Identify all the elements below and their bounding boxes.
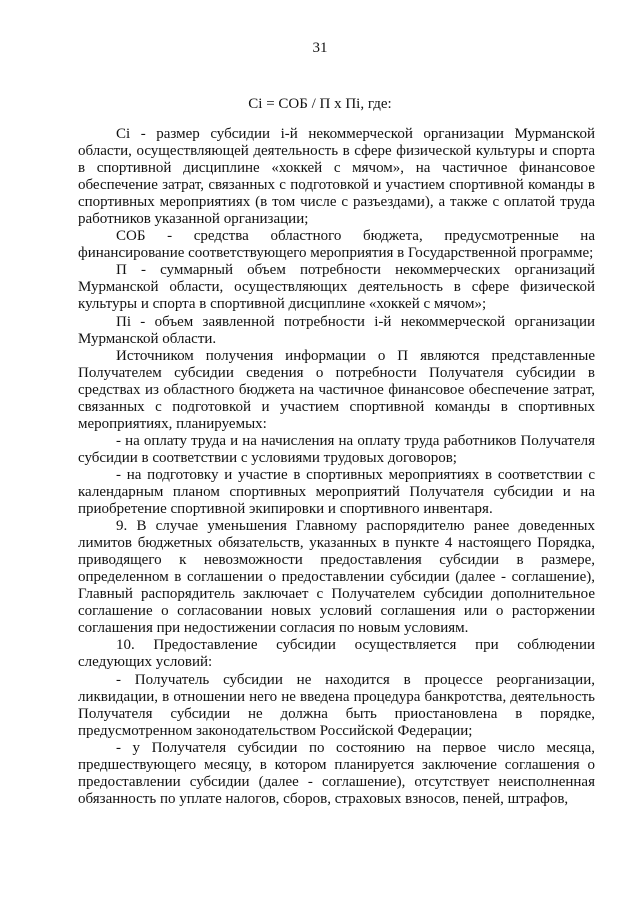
paragraph-clause-9: 9. В случае уменьшения Главному распорядителю ранее доведенных лимитов бюджетных обязательств, указанных в пункте 4 настоящего Порядка, приводящего к невозможности предоставления субсидии в размере, определенном в соглашении о предоставлении субсидии (далее - соглашение), Главный распорядитель заключает с Получателем субсидии дополнительное соглашение о согласовании новых условий соглашения или о расторжении соглашения при недостижении согласия по новым условиям. (78, 518, 595, 637)
list-item-no-reorganization: - Получатель субсидии не находится в процессе реорганизации, ликвидации, в отношении него не введена процедура банкротства, деятельность Получателя субсидии не должна быть приостановлена в порядке, предусмотренном законодательством Российской Федерации; (78, 671, 595, 739)
document-body (78, 126, 595, 808)
page-number: 31 (312, 40, 328, 56)
list-item-labor-costs: - на оплату труда и на начисления на оплату труда работников Получателя субсидии в соответствии с условиями трудовых договоров; (78, 432, 595, 466)
paragraph-pi-definition: Пi - объем заявленной потребности i-й некоммерческой организации Мурманской области. (78, 313, 595, 347)
paragraph-sob-definition: СОБ - средства областного бюджета, предусмотренные на финансирование соответствующего мероприятия в Государственной программе; (78, 228, 595, 262)
paragraph-ci-definition: Ci - размер субсидии i-й некоммерческой организации Мурманской области, осуществляющей деятельность в сфере физической культуры и спорта в спортивной дисциплине «хоккей с мячом», на частичное финансовое обеспечение затрат, связанных с подготовкой и участием спортивной команды в спортивных мероприятиях (в том числе с разъездами), а также с оплатой труда работников указанной организации; (78, 126, 595, 228)
subsidy-formula: Ci = СОБ / П x Пi, где: (248, 96, 392, 112)
paragraph-p-definition: П - суммарный объем потребности некоммерческих организаций Мурманской области, осуществляющих деятельность в сфере физической культуры и спорта в спортивной дисциплине «хоккей с мячом»; (78, 262, 595, 313)
list-item-no-tax-debt: - у Получателя субсидии по состоянию на первое число месяца, предшествующего месяцу, в котором планируется заключение соглашения о предоставлении субсидии (далее - соглашение), отсутствует неисполненная обязанность по уплате налогов, сборов, страховых взносов, пеней, штрафов, (78, 739, 595, 807)
list-item-sports-events: - на подготовку и участие в спортивных мероприятиях в соответствии с календарным планом спортивных мероприятий Получателя субсидии и на приобретение спортивной экипировки и спортивного инвентаря. (78, 466, 595, 518)
paragraph-information-source: Источником получения информации о П являются представленные Получателем субсидии сведения о потребности Получателя субсидии в средствах из областного бюджета на частичное финансовое обеспечение затрат, связанных с подготовкой и участием спортивной команды в спортивных мероприятиях, планируемых: (78, 347, 595, 432)
paragraph-clause-10: 10. Предоставление субсидии осуществляется при соблюдении следующих условий: (78, 637, 595, 671)
